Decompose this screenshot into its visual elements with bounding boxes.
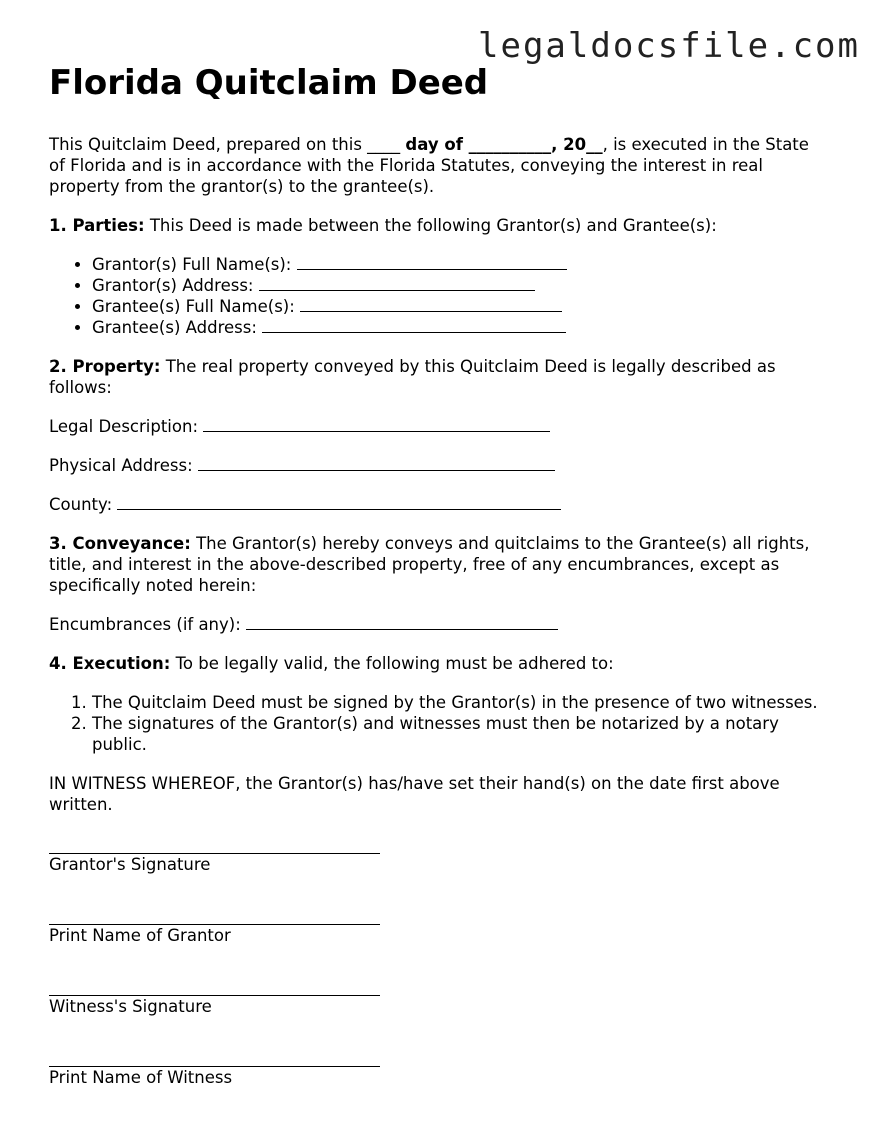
- list-item: [92, 254, 829, 275]
- intro-date-blank: day of __________, 20__: [405, 135, 603, 154]
- grantor-address-label: Grantor(s) Address:: [92, 276, 254, 295]
- parties-paragraph: [49, 215, 829, 236]
- list-item: 2. The signatures of the Grantor(s) and witnesses must then be notarized by a notary public.: [92, 713, 829, 755]
- intro-text-1: This Quitclaim Deed, prepared on this ____: [49, 135, 406, 154]
- grantee-address-label: Grantee(s) Address:: [92, 318, 257, 337]
- witness-signature-block: [49, 983, 829, 1017]
- grantor-address-blank[interactable]: [259, 275, 535, 291]
- grantor-name-label: Grantor(s) Full Name(s):: [92, 255, 292, 274]
- document-page: [49, 62, 829, 1125]
- grantee-name-blank[interactable]: [300, 296, 562, 312]
- grantor-name-blank[interactable]: [297, 254, 567, 270]
- grantor-print-name-line[interactable]: [49, 912, 380, 925]
- witness-signature-line[interactable]: [49, 983, 380, 996]
- legal-description-label: Legal Description:: [49, 417, 198, 436]
- execution-heading: 4. Execution:: [49, 654, 171, 673]
- list-item: [92, 317, 829, 338]
- witness-print-name-label: Print Name of Witness: [49, 1068, 233, 1087]
- county-blank[interactable]: [117, 494, 561, 510]
- grantor-signature-block: [49, 841, 829, 875]
- list-item: 1. The Quitclaim Deed must be signed by the Grantor(s) in the presence of two witnesses.: [92, 692, 829, 713]
- conveyance-paragraph: [49, 533, 829, 596]
- witness-print-name-block: [49, 1054, 829, 1088]
- witness-print-name-line[interactable]: [49, 1054, 380, 1067]
- document-title: Florida Quitclaim Deed: [49, 63, 489, 103]
- physical-address-blank[interactable]: [198, 455, 555, 471]
- legal-description-blank[interactable]: [203, 416, 550, 432]
- grantor-signature-line[interactable]: [49, 841, 380, 854]
- intro-text-2: , is executed in the State of Florida and is in accordance with the Florida Statutes, conveying the interest in real property from the grantor(s) to the grantee(s).: [49, 135, 809, 196]
- witness-statement: IN WITNESS WHEREOF, the Grantor(s) has/have set their hand(s) on the date first above written.: [49, 774, 780, 814]
- grantor-print-name-block: [49, 912, 829, 946]
- encumbrances-label: Encumbrances (if any):: [49, 615, 241, 634]
- execution-paragraph: [49, 653, 829, 674]
- physical-address-label: Physical Address:: [49, 456, 193, 475]
- watermark: legaldocsfile.com: [478, 26, 860, 66]
- conveyance-text: The Grantor(s) hereby conveys and quitclaims to the Grantee(s) all rights, title, and interest in the above-described property, free of any encumbrances, except as specifically noted herein:: [49, 534, 810, 595]
- list-item: [92, 296, 829, 317]
- conveyance-heading: 3. Conveyance:: [49, 534, 191, 553]
- execution-text: To be legally valid, the following must be adhered to:: [170, 654, 614, 673]
- intro-paragraph: [49, 134, 829, 197]
- county-label: County:: [49, 495, 113, 514]
- grantee-address-blank[interactable]: [262, 317, 566, 333]
- property-paragraph: [49, 356, 829, 398]
- witness-signature-label: Witness's Signature: [49, 997, 212, 1016]
- grantor-print-name-label: Print Name of Grantor: [49, 926, 231, 945]
- property-text: The real property conveyed by this Quitclaim Deed is legally described as follows:: [49, 357, 776, 397]
- parties-text: This Deed is made between the following Grantor(s) and Grantee(s):: [144, 216, 717, 235]
- county-row: [49, 494, 829, 515]
- parties-list: [49, 254, 829, 338]
- parties-heading: 1. Parties:: [49, 216, 145, 235]
- grantor-signature-label: Grantor's Signature: [49, 855, 211, 874]
- encumbrances-blank[interactable]: [246, 614, 558, 630]
- execution-list: [49, 692, 829, 755]
- property-heading: 2. Property:: [49, 357, 161, 376]
- grantee-name-label: Grantee(s) Full Name(s):: [92, 297, 295, 316]
- physical-address-row: [49, 455, 829, 476]
- list-item: [92, 275, 829, 296]
- encumbrances-row: [49, 614, 829, 635]
- legal-description-row: [49, 416, 829, 437]
